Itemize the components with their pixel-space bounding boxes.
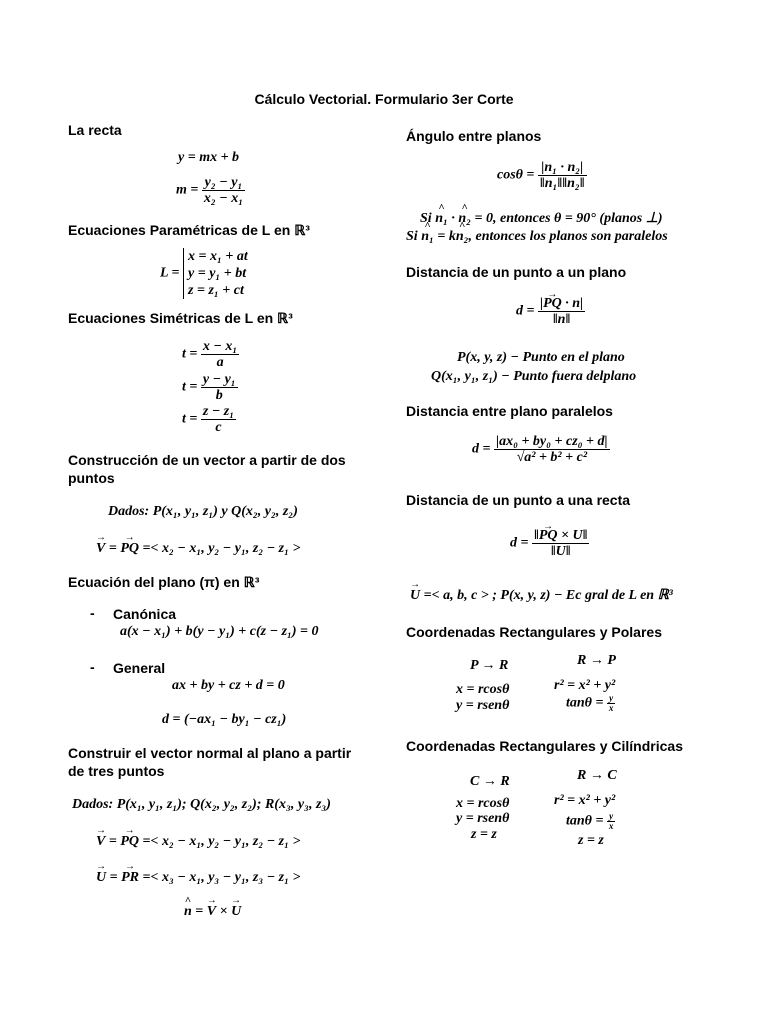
parallel-planes-heading: Distancia entre plano paralelos (406, 403, 613, 419)
vector-u-formula: → U = → PR =< x₃ − x₁, y₃ − y₁, z₃ − z₁ > (96, 870, 301, 886)
point-line-formula: d = $\frac{‖\to PQ \times U‖}{‖U‖}$ (510, 528, 589, 559)
parametric-heading: Ecuaciones Paramétricas de L en ℝ³ (68, 222, 310, 238)
polar-y: y = rsenθ (456, 698, 510, 713)
page-title: Cálculo Vectorial. Formulario 3er Corte (254, 91, 514, 107)
given-points-pq: Dados: P(x₁, y₁, z₁) y Q(x₂, y₂, z₂) (108, 504, 298, 519)
normal-cross-product: ^ n = → V × → U (184, 904, 241, 920)
symmetric-eq-y: t = $\frac{\text{y − y₁}}{b}$ (182, 372, 236, 403)
point-plane-formula: d = $\frac{|\to PQ \cdot n|}{‖n‖}$ (516, 296, 585, 327)
general-equation: ax + by + cz + d = 0 (172, 678, 285, 693)
cyl-tan: tanθ = $\frac{y}{x}$ (566, 811, 614, 831)
polar-x: x = rcosθ (456, 682, 510, 697)
cyl-x: x = rcosθ (456, 796, 510, 811)
r-to-c-label: R → C (577, 768, 617, 783)
bullet-canonica: - (90, 605, 95, 621)
cylindrical-heading: Coordenadas Rectangulares y Cilíndricas (406, 738, 683, 754)
d-equation: d = (−ax₁ − by₁ − cz₁) (162, 712, 287, 727)
polar-heading: Coordenadas Rectangulares y Polares (406, 624, 662, 640)
vector-v: → V (96, 541, 105, 557)
slope-formula: m = $\frac{\text{y₂ − y₁}}{\text{x₂ − x₁}}$ (176, 175, 244, 206)
cyl-z: z = z (471, 827, 497, 842)
canonica-label: Canónica (113, 606, 177, 622)
q-definition: Q(x₁, y₁, z₁) − Punto fuera delplano (431, 369, 637, 384)
given-points-pqr: Dados: P(x₁, y₁, z₁); Q(x₂, y₂, z₂); R(x₃, y₃, z₃) (72, 797, 331, 812)
symmetric-eq-z: t = $\frac{\text{z − z₁}}{c}$ (182, 404, 235, 435)
u-definition: → U =< a, b, c > ; P(x, y, z) − Ec gral de L en ℝ³ (410, 587, 673, 604)
symmetric-heading: Ecuaciones Simétricas de L en ℝ³ (68, 310, 293, 326)
vector-pq: → PQ (120, 541, 139, 557)
p-to-r-label: P → R (470, 658, 509, 673)
construction-heading: Construcción de un vector a partir de dos puntos (68, 452, 346, 486)
cyl-r: r² = x² + y² (554, 793, 616, 808)
cyl-z-2: z = z (578, 833, 604, 848)
c-to-r-label: C → R (470, 774, 510, 789)
angle-formula: cosθ = $\frac{\text{|n₁ · n₂|}}{\text{‖n₁‖‖n₂‖}}$ (497, 160, 585, 191)
recta-equation: y = mx + b (178, 150, 240, 165)
plane-heading: Ecuación del plano (π) en ℝ³ (68, 574, 260, 590)
perpendicular-condition: Si ^ n₁ · ^ n₂ = 0, entonces θ = 90° (planos ⊥) (420, 210, 663, 227)
polar-tan: tanθ = $\frac{y}{x}$ (566, 693, 614, 713)
parametric-system: L = x = x₁ + at y = y₁ + bt z = z₁ + ct (160, 249, 248, 298)
normal-heading: Construir el vector normal al plano a partir de tres puntos (68, 745, 352, 779)
r-to-p-label: R → P (577, 653, 616, 668)
p-definition: P(x, y, z) − Punto en el plano (457, 350, 625, 365)
point-line-heading: Distancia de un punto a una recta (406, 492, 631, 508)
symmetric-eq-x: t = $\frac{\text{x − x₁}}{a}$ (182, 339, 238, 370)
angle-heading: Ángulo entre planos (406, 128, 542, 144)
canonica-equation: a(x − x₁) + b(y − y₁) + c(z − z₁) = 0 (120, 624, 319, 639)
parallel-planes-formula: d = $\frac{\text{|ax₀ + by₀ + cz₀ + d|}}{\text{√a² + b² + c²}}$ (472, 434, 608, 465)
general-label: General (113, 660, 166, 676)
recta-heading: La recta (68, 122, 122, 138)
cyl-y: y = rsenθ (456, 811, 510, 826)
parallel-condition: Si ^ n₁ = k^ n₂, entonces los planos son paralelos (406, 229, 668, 245)
point-plane-heading: Distancia de un punto a un plano (406, 264, 627, 280)
vector-pq-formula: → V = → PQ =< x₂ − x₁, y₂ − y₁, z₂ − z₁ > (96, 541, 301, 557)
vector-v-formula: → V = → PQ =< x₂ − x₁, y₂ − y₁, z₂ − z₁ > (96, 834, 301, 850)
bullet-general: - (90, 659, 95, 675)
polar-r: r² = x² + y² (554, 678, 616, 693)
